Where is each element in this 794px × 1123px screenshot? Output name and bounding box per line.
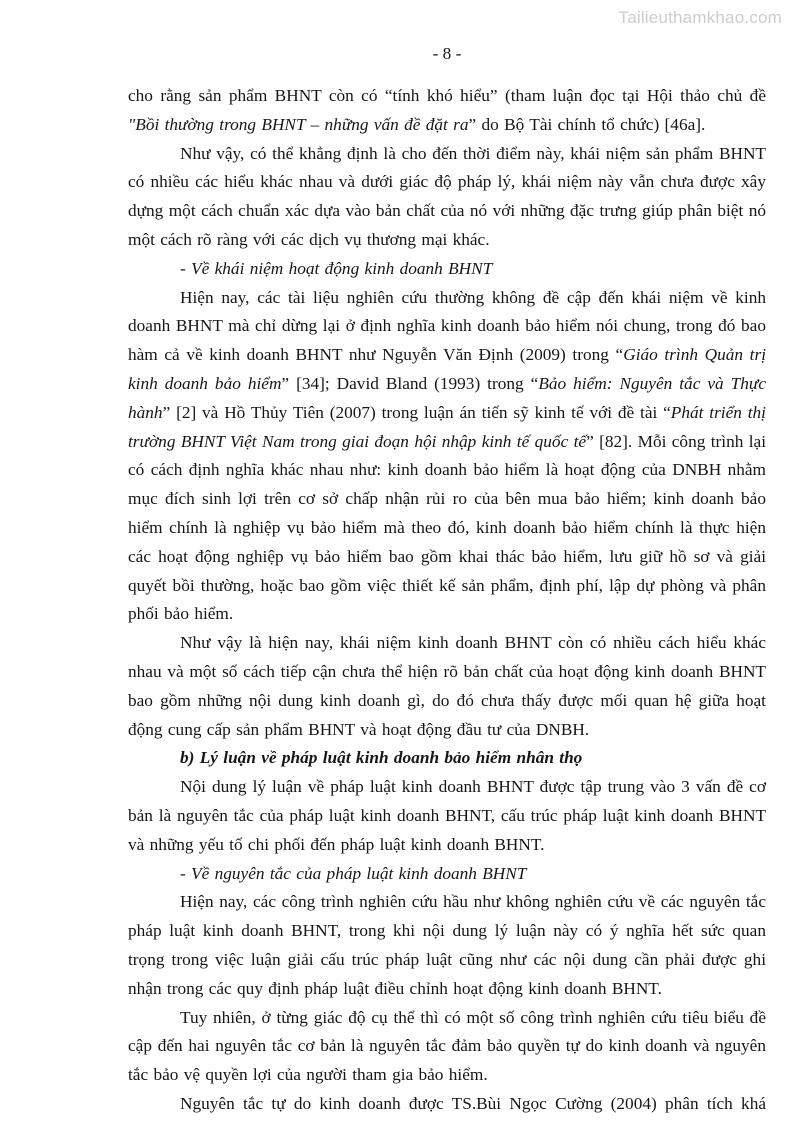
paragraph-continuation bbox=[128, 82, 766, 140]
text-run: ” do Bộ Tài chính tổ chức) [46a]. bbox=[468, 114, 706, 134]
paragraph bbox=[128, 773, 766, 859]
text-run: Nguyên tắc tự do kinh doanh được TS.Bùi Ngọc Cường (2004) phân tích khá bbox=[180, 1093, 766, 1113]
text-run: ” [34]; David Bland (1993) trong “ bbox=[281, 373, 539, 393]
watermark-text: Tailieuthamkhao.com bbox=[618, 8, 782, 27]
text-run-italic-title: Bảo hiểm: Nguyên tắc và Thực hành bbox=[128, 373, 766, 422]
text-run: Hiện nay, các công trình nghiên cứu hầu như không nghiên cứu về các nguyên tắc pháp luật kinh doanh BHNT, trong khi nội dung lý luận này có ý nghĩa hết sức quan trọng trong việc luận giải cấu trúc pháp luật cũng như các nội dung cần phải được ghi nhận trong các quy định pháp luật điều chỉnh hoạt động kinh doanh BHNT. bbox=[128, 892, 766, 998]
text-run: Nội dung lý luận về pháp luật kinh doanh BHNT được tập trung vào 3 vấn đề cơ bản là nguyên tắc của pháp luật kinh doanh BHNT, cấu trúc pháp luật kinh doanh BHNT và những yếu tố chi phối đến pháp luật kinh doanh BHNT. bbox=[128, 777, 766, 854]
text-run: ” [2] và Hồ Thủy Tiên (2007) trong luận án tiến sỹ kinh tế với đề tài “ bbox=[162, 402, 671, 422]
text-run: ” [82]. Mỗi công trình lại có cách định nghĩa khác nhau như: kinh doanh bảo hiểm là hoạt động của DNBH nhằm mục đích sinh lợi trên cơ sở chấp nhận rủi ro của bên mua bảo hiểm; kinh doanh bảo hiểm chính là nghiệp vụ bảo hiểm mà theo đó, kinh doanh bảo hiểm chính là thực hiện các hoạt động nghiệp vụ bảo hiểm bao gồm khai thác bảo hiểm, lưu giữ hồ sơ và giải quyết bồi thường, hoặc bao gồm việc thiết kế sản phẩm, định phí, lập dự phòng và phân phối bảo hiểm. bbox=[128, 431, 766, 624]
paragraph-last-incomplete bbox=[128, 1090, 766, 1119]
text-run: Tuy nhiên, ở từng giác độ cụ thể thì có một số công trình nghiên cứu tiêu biểu đề cập đến hai nguyên tắc cơ bản là nguyên tắc đảm bảo quyền tự do kinh doanh và nguyên tắc bảo vệ quyền lợi của người tham gia bảo hiểm. bbox=[128, 1007, 766, 1085]
text-run: Như vậy, có thể khẳng định là cho đến thời điểm này, khái niệm sản phẩm BHNT có nhiều các hiểu khác nhau và dưới giác độ pháp lý, khái niệm này vẫn chưa được xây dựng một cách chuẩn xác dựa vào bản chất của nó với những đặc trưng giúp phân biệt nó một cách rõ ràng với các dịch vụ thương mại khác. bbox=[128, 143, 766, 249]
paragraph bbox=[128, 888, 766, 1003]
text-run: cho rằng sản phẩm BHNT còn có “tính khó hiểu” (tham luận đọc tại Hội thảo chủ đề bbox=[128, 86, 766, 105]
paragraph bbox=[128, 284, 766, 630]
text-run-italic-title: Giáo trình Quản trị kinh doanh bảo hiểm bbox=[128, 345, 766, 393]
paragraph bbox=[128, 1004, 766, 1090]
section-heading-ly-luan-phap-luat: b) Lý luận về pháp luật kinh doanh bảo hiểm nhân thọ bbox=[180, 748, 583, 768]
paragraph bbox=[128, 140, 766, 255]
page-number: - 8 - bbox=[432, 44, 462, 63]
section-heading-khai-niem-hoat-dong: - Về khái niệm hoạt động kinh doanh BHNT bbox=[180, 258, 493, 278]
text-run: Như vậy là hiện nay, khái niệm kinh doanh BHNT còn có nhiều cách hiểu khác nhau và một số cách tiếp cận chưa thể hiện rõ bản chất của hoạt động kinh doanh BHNT bao gồm những nội dung kinh doanh gì, do đó chưa thấy được mối quan hệ giữa hoạt động cung cấp sản phẩm BHNT và hoạt động đầu tư của DNBH. bbox=[128, 633, 766, 739]
text-run-italic-title: Phát triển thị trường BHNT Việt Nam trong giai đoạn hội nhập kinh tế quốc tế bbox=[128, 402, 766, 451]
text-run-italic-title: "Bồi thường trong BHNT – những vấn đề đặt ra bbox=[128, 114, 469, 134]
text-run: Hiện nay, các tài liệu nghiên cứu thường không đề cập đến khái niệm về kinh doanh BHNT mà chỉ dừng lại ở định nghĩa kinh doanh bảo hiểm nói chung, trong đó bao hàm cả về kinh doanh BHNT như Nguyễn Văn Định (2009) trong “ bbox=[128, 287, 766, 365]
section-heading-nguyen-tac-phap-luat: - Về nguyên tắc của pháp luật kinh doanh BHNT bbox=[180, 863, 527, 883]
paragraph bbox=[128, 629, 766, 744]
